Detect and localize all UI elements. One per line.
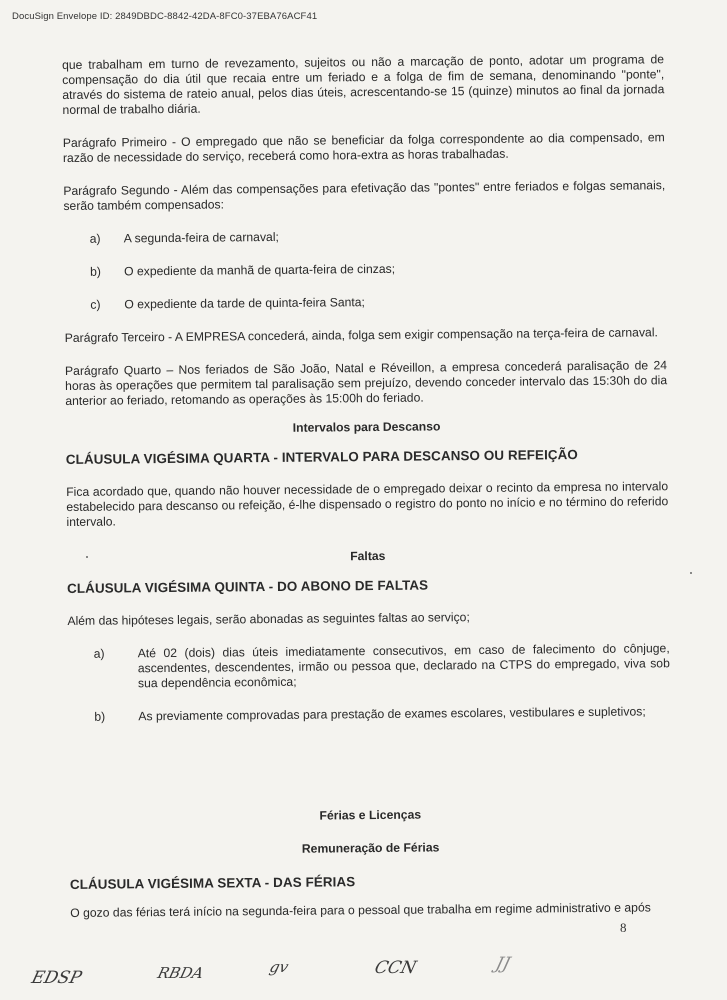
list-marker: c) bbox=[90, 297, 101, 312]
clausula-vigesima-sexta-text: O gozo das férias terá início na segunda-feira para o pessoal que trabalha em regime administrativo e após bbox=[70, 900, 651, 920]
list-marker: a) bbox=[93, 646, 105, 661]
clausula-vigesima-quinta-title: CLÁUSULA VIGÉSIMA QUINTA - DO ABONO DE FALTAS bbox=[67, 577, 429, 596]
list-item bbox=[68, 641, 670, 692]
section-heading-faltas: Faltas bbox=[350, 548, 386, 564]
initial-jj: JJ bbox=[493, 954, 513, 974]
initial-gv: gv bbox=[267, 958, 291, 976]
scan-speck bbox=[690, 572, 692, 574]
clausula-vigesima-quarta-title: CLÁUSULA VIGÉSIMA QUARTA - INTERVALO PARA DESCANSO OU REFEIÇÃO bbox=[65, 447, 578, 467]
list-text: O expediente da manhã de quarta-feira de cinzas; bbox=[123, 261, 396, 279]
document-body bbox=[62, 52, 672, 921]
initial-ccn: CCN bbox=[372, 958, 419, 978]
list-marker: a) bbox=[89, 231, 101, 246]
list-text: O expediente da tarde de quinta-feira Santa; bbox=[124, 295, 365, 312]
paragrafo-segundo: Parágrafo Segundo - Além das compensações para efetivação das "pontes" entre feriados e folgas semanais, serão também compensados: bbox=[63, 178, 666, 213]
docusign-envelope-id: DocuSign Envelope ID: 2849DBDC-8842-42DA-8FC0-37EBA76ACF41 bbox=[12, 11, 318, 22]
clausula-vigesima-quinta-text: Além das hipóteses legais, serão abonadas as seguintes faltas ao serviço; bbox=[67, 610, 470, 628]
intro-paragraph: que trabalham em turno de revezamento, sujeitos ou não a marcação de ponto, adotar um programa de compensação do dia útil que recaia entre um feriado e a folga de fim de semana, denominando "ponte", através do sistema de rateio anual, pelos dias úteis, acrescentando-se 15 (quinze) minutos ao final da jornada normal de trabalho diária. bbox=[62, 52, 665, 117]
list-text: Até 02 (dois) dias úteis imediatamente consecutivos, em caso de falecimento do cônjuge, ascendentes, descendentes, irmão ou pessoa que, declarado na CTPS do empregado, viva sob sua dependência econômica; bbox=[137, 641, 670, 691]
list-text: As previamente comprovadas para prestação de exames escolares, vestibulares e supletivos; bbox=[138, 704, 646, 724]
initial-edsp: EDSP bbox=[29, 968, 84, 988]
clausula-vigesima-quarta-text: Fica acordado que, quando não houver necessidade de o empregado deixar o recinto da empresa no intervalo estabelecido para descanso ou refeição, é-lhe dispensado o registro do ponto no início e no término do referido intervalo. bbox=[66, 479, 669, 529]
section-heading-intervalos: Intervalos para Descanso bbox=[292, 419, 441, 435]
list-text: A segunda-feira de carnaval; bbox=[123, 229, 279, 246]
scan-speck bbox=[86, 556, 88, 558]
paragrafo-terceiro: Parágrafo Terceiro - A EMPRESA concederá, ainda, folga sem exigir compensação na terça-feira de carnaval. bbox=[64, 325, 658, 345]
initial-rbda: RBDA bbox=[155, 964, 206, 982]
paragrafo-primeiro: Parágrafo Primeiro - O empregado que não se beneficiar da folga correspondente ao dia compensado, em razão de necessidade do serviço, receberá como hora-extra as horas trabalhadas. bbox=[62, 130, 665, 165]
section-heading-remuneracao: Remuneração de Férias bbox=[301, 840, 440, 856]
list-marker: b) bbox=[94, 709, 106, 724]
clausula-vigesima-sexta-title: CLÁUSULA VIGÉSIMA SEXTA - DAS FÉRIAS bbox=[69, 874, 356, 892]
initials-row bbox=[0, 948, 727, 1000]
section-heading-ferias: Férias e Licenças bbox=[319, 807, 422, 823]
paragrafo-quarto: Parágrafo Quarto – Nos feriados de São João, Natal e Réveillon, a empresa concederá paralisação de 24 horas às operações que permitem tal paralisação sem prejuízo, devendo conceder intervalo das 15:30h do dia anterior ao feriado, retomando as operações às 15:00h do feriado. bbox=[64, 358, 668, 408]
page-number: 8 bbox=[620, 920, 627, 935]
list-marker: b) bbox=[89, 264, 101, 279]
